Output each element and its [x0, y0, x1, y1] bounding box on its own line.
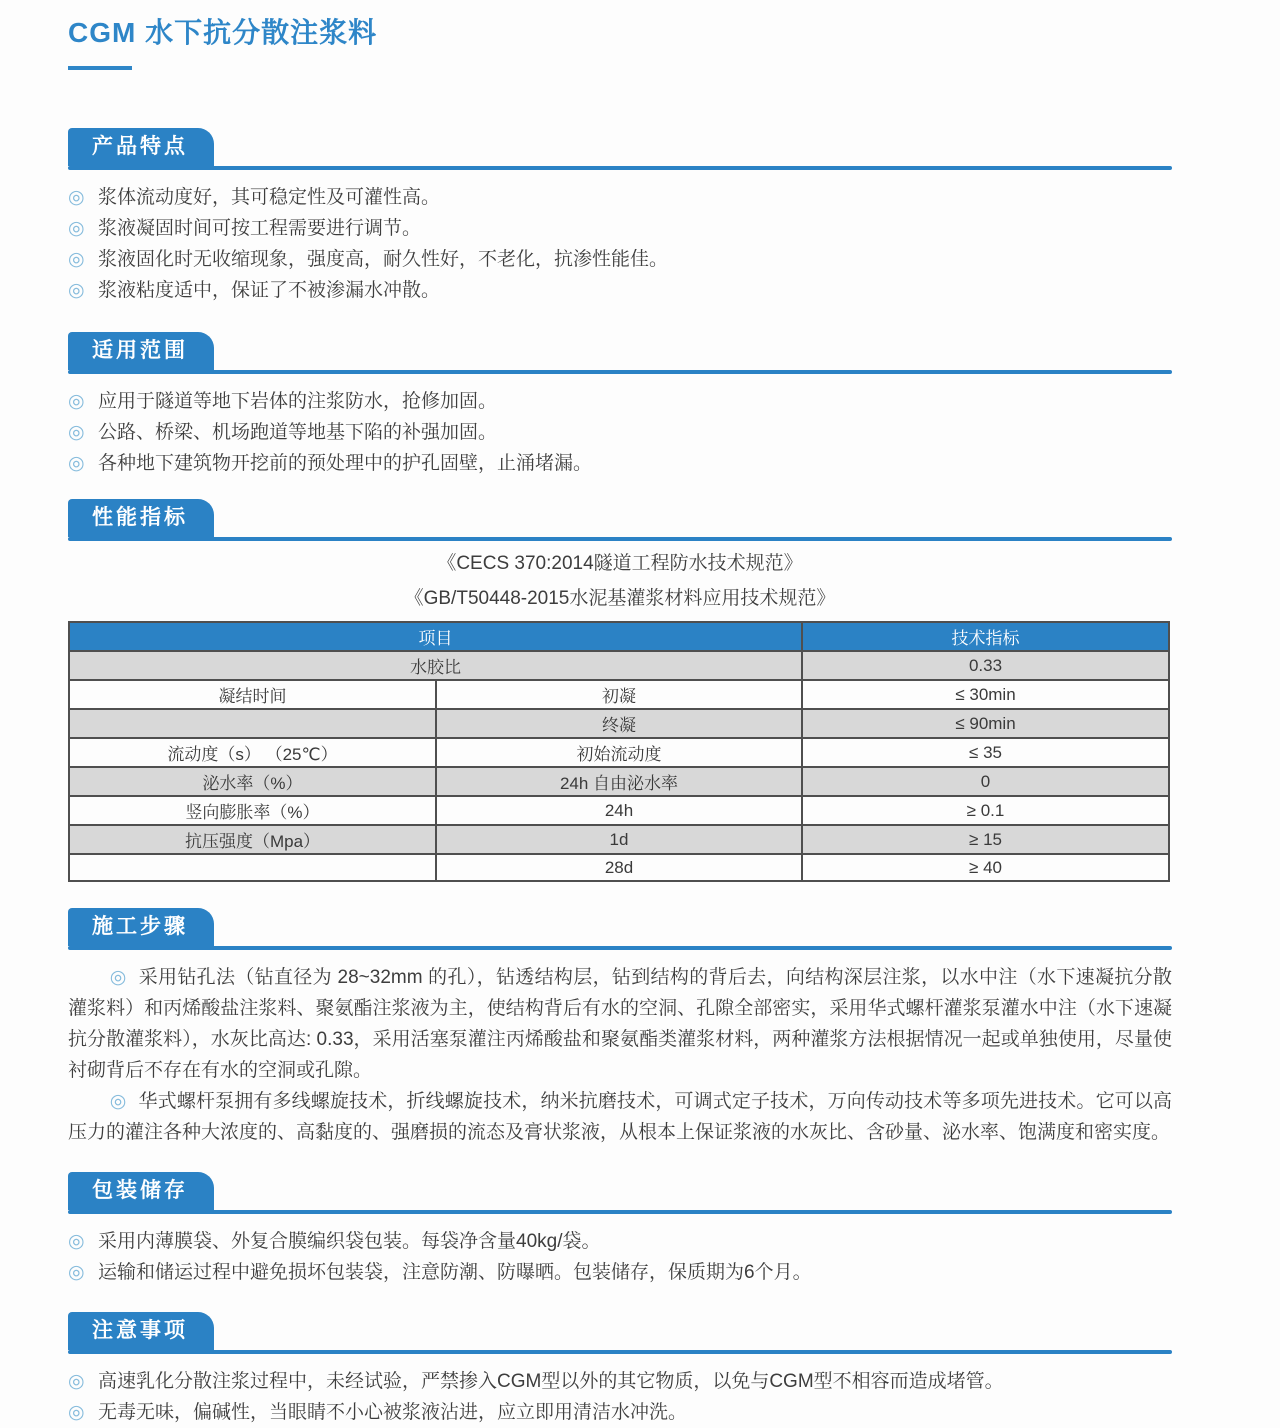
scope-list: [68, 386, 1172, 479]
bullseye-icon: ◎: [68, 391, 85, 412]
table-cell: 0: [802, 767, 1169, 796]
section-tab-notes: 注意事项: [68, 1312, 214, 1350]
bullet-item: [68, 1366, 1172, 1397]
bullet-item: [68, 1397, 1172, 1428]
table-cell: 终凝: [436, 709, 802, 738]
title-underline: [68, 66, 132, 70]
section-construction: [68, 908, 1172, 1148]
table-cell: ≤ 90min: [802, 709, 1169, 738]
table-cell: 抗压强度（Mpa）: [69, 825, 436, 854]
paragraph: [68, 962, 1172, 1086]
bullet-item: [68, 182, 1172, 213]
bullseye-icon: ◎: [68, 1262, 85, 1283]
bullet-text: 公路、桥梁、机场跑道等地基下陷的补强加固。: [98, 422, 498, 443]
bullseye-icon: ◎: [68, 422, 85, 443]
section-rule: [68, 537, 1172, 541]
bullet-text: 无毒无味，偏碱性，当眼睛不小心被浆液沾进，应立即用清洁水冲洗。: [98, 1402, 688, 1423]
section-features: [68, 128, 1172, 306]
table-cell: 竖向膨胀率（%）: [69, 796, 436, 825]
bullet-text: 各种地下建筑物开挖前的预处理中的护孔固壁，止涌堵漏。: [98, 453, 593, 474]
table-cell: 28d: [436, 854, 802, 881]
table-cell: 泌水率（%）: [69, 767, 436, 796]
table-cell: 24h 自由泌水率: [436, 767, 802, 796]
section-tab-packaging: 包装储存: [68, 1172, 214, 1210]
standard-line: 《GB/T50448-2015水泥基灌浆材料应用技术规范》: [404, 588, 836, 609]
table-cell: ≤ 30min: [802, 680, 1169, 709]
paragraph-text: 华式螺杆泵拥有多线螺旋技术，折线螺旋技术，纳米抗磨技术，可调式定子技术，万向传动技术等多项先进技术。它可以高压力的灌注各种大浓度的、高黏度的、强磨损的流态及膏状浆液，从根本上保证浆液的水灰比、含砂量、泌水率、饱满度和密实度。: [68, 1091, 1172, 1143]
table-cell: 0.33: [802, 651, 1169, 680]
bullet-text: 浆液粘度适中，保证了不被渗漏水冲散。: [98, 280, 441, 301]
table-cell: 凝结时间: [69, 680, 436, 709]
column-header-item: 项目: [69, 622, 802, 651]
bullet-text: 高速乳化分散注浆过程中，未经试验，严禁掺入CGM型以外的其它物质，以免与CGM型不相容而造成堵管。: [98, 1371, 1004, 1392]
table-row: [69, 825, 1169, 854]
table-row: [69, 767, 1169, 796]
bullseye-icon: ◎: [68, 187, 85, 208]
bullet-item: [68, 448, 1172, 479]
section-notes: [68, 1312, 1172, 1428]
features-list: [68, 182, 1172, 306]
column-header-index: 技术指标: [802, 622, 1169, 651]
bullet-item: [68, 386, 1172, 417]
paragraph-text: 采用钻孔法（钻直径为 28~32mm 的孔），钻透结构层，钻到结构的背后去，向结构深层注浆，以水中注（水下速凝抗分散灌浆料）和丙烯酸盐注浆料、聚氨酯注浆液为主，使结构背后有水的空洞、孔隙全部密实，采用华式螺杆灌浆泵灌水中注（水下速凝抗分散灌浆料），水灰比高达: 0.33，采用活塞泵灌注丙烯酸盐和聚氨酯类灌浆材料，两种灌浆方法根据情况一起或单独使用，尽量使衬砌背后不存在有水的空洞或孔隙。: [68, 967, 1172, 1081]
table-row: [69, 709, 1169, 738]
table-row: [69, 651, 1169, 680]
bullseye-icon: ◎: [109, 967, 127, 988]
section-rule: [68, 166, 1172, 170]
section-header-notes: [68, 1312, 1172, 1354]
table-row: [69, 854, 1169, 881]
section-tab-performance: 性能指标: [68, 499, 214, 537]
packaging-list: [68, 1226, 1172, 1288]
page-title: CGM 水下抗分散注浆料: [68, 17, 378, 48]
table-cell: 水胶比: [69, 651, 802, 680]
table-cell: 流动度（s） （25℃）: [69, 738, 436, 767]
section-header-performance: [68, 499, 1172, 541]
section-rule: [68, 1350, 1172, 1354]
bullseye-icon: ◎: [68, 453, 85, 474]
table-header-row: [69, 622, 1169, 651]
standard-line: 《CECS 370:2014隧道工程防水技术规范》: [437, 553, 803, 574]
section-tab-construction: 施工步骤: [68, 908, 214, 946]
section-header-construction: [68, 908, 1172, 950]
bullet-text: 采用内薄膜袋、外复合膜编织袋包装。每袋净含量40kg/袋。: [98, 1231, 601, 1252]
bullseye-icon: ◎: [68, 280, 85, 301]
section-scope: [68, 332, 1172, 479]
bullet-text: 浆液凝固时间可按工程需要进行调节。: [98, 218, 422, 239]
bullet-item: [68, 417, 1172, 448]
bullseye-icon: ◎: [68, 218, 85, 239]
section-tab-scope: 适用范围: [68, 332, 214, 370]
table-row: [69, 738, 1169, 767]
performance-table: [68, 621, 1170, 882]
table-cell: ≥ 0.1: [802, 796, 1169, 825]
bullet-item: [68, 213, 1172, 244]
bullseye-icon: ◎: [68, 1371, 85, 1392]
table-cell: 1d: [436, 825, 802, 854]
section-packaging: [68, 1172, 1172, 1288]
construction-paragraphs: [68, 962, 1172, 1148]
bullet-item: [68, 1226, 1172, 1257]
section-header-scope: [68, 332, 1172, 374]
table-row: [69, 680, 1169, 709]
bullseye-icon: ◎: [109, 1091, 127, 1112]
table-cell: [69, 854, 436, 881]
bullet-text: 运输和储运过程中避免损坏包装袋，注意防潮、防曝晒。包装储存，保质期为6个月。: [98, 1262, 812, 1283]
bullet-text: 浆液固化时无收缩现象，强度高，耐久性好，不老化，抗渗性能佳。: [98, 249, 669, 270]
bullet-item: [68, 1257, 1172, 1288]
standards-block: [68, 549, 1172, 613]
bullet-item: [68, 275, 1172, 306]
table-cell: ≥ 40: [802, 854, 1169, 881]
section-rule: [68, 1210, 1172, 1214]
table-cell: ≥ 15: [802, 825, 1169, 854]
bullet-text: 浆体流动度好，其可稳定性及可灌性高。: [98, 187, 441, 208]
section-tab-features: 产品特点: [68, 128, 214, 166]
table-cell: [69, 709, 436, 738]
table-cell: 初始流动度: [436, 738, 802, 767]
section-header-features: [68, 128, 1172, 170]
table-cell: 初凝: [436, 680, 802, 709]
section-rule: [68, 946, 1172, 950]
notes-list: [68, 1366, 1172, 1428]
section-rule: [68, 370, 1172, 374]
section-performance: [68, 499, 1172, 882]
table-row: [69, 796, 1169, 825]
table-cell: 24h: [436, 796, 802, 825]
paragraph: [68, 1086, 1172, 1148]
bullseye-icon: ◎: [68, 249, 85, 270]
bullet-text: 应用于隧道等地下岩体的注浆防水，抢修加固。: [98, 391, 498, 412]
bullet-item: [68, 244, 1172, 275]
section-header-packaging: [68, 1172, 1172, 1214]
bullseye-icon: ◎: [68, 1231, 85, 1252]
bullseye-icon: ◎: [68, 1402, 85, 1423]
table-cell: ≤ 35: [802, 738, 1169, 767]
